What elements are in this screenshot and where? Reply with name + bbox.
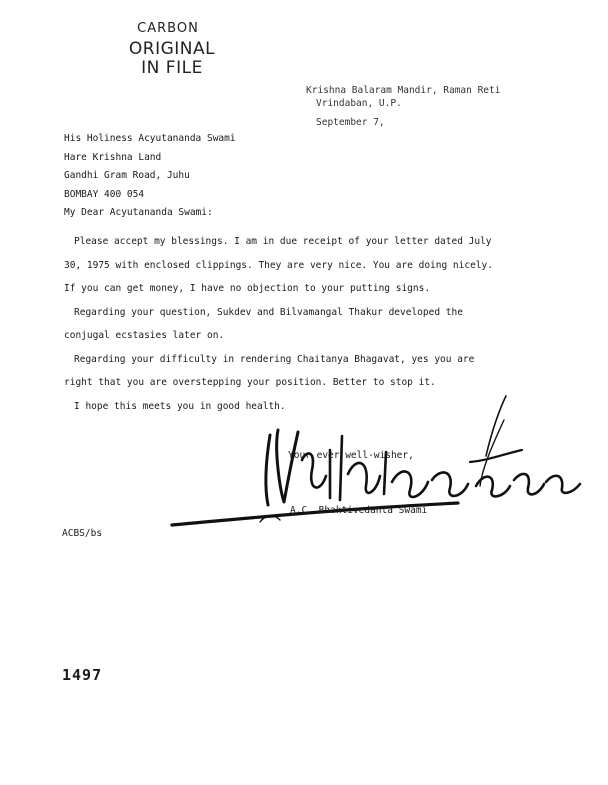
stamp-original: ORIGINAL xyxy=(128,39,216,60)
stamp-carbon: CARBON xyxy=(137,21,199,36)
salutation: My Dear Acyutananda Swami: xyxy=(64,207,213,218)
carbon-stamp xyxy=(112,22,232,78)
sender-line-2: Vrindaban, U.P. xyxy=(316,98,402,109)
body-line-8: I hope this meets you in good health. xyxy=(74,400,286,412)
body-line-1: Please accept my blessings. I am in due receipt of your letter dated July xyxy=(74,236,492,247)
sender-address xyxy=(306,84,576,110)
recipient-line-4: BOMBAY 400 054 xyxy=(64,188,145,200)
signer-name: A.C. Bhaktivedanta Swami xyxy=(290,505,428,516)
body-line-7: right that you are overstepping your position. Better to stop it. xyxy=(64,377,436,388)
sender-line-1: Krishna Balaram Mandir, Raman Reti xyxy=(306,85,501,96)
letter-date: September 7, xyxy=(316,117,385,128)
recipient-line-1: His Holiness Acyutananda Swami xyxy=(64,133,236,144)
recipient-address xyxy=(64,130,324,204)
handwritten-signature xyxy=(170,390,590,540)
recipient-line-3: Gandhi Gram Road, Juhu xyxy=(64,170,190,181)
body-line-5: conjugal ecstasies later on. xyxy=(64,330,225,341)
body-line-6: Regarding your difficulty in rendering Chaitanya Bhagavat, yes you are xyxy=(74,353,475,365)
recipient-line-2: Hare Krishna Land xyxy=(64,151,162,163)
body-line-4: Regarding your question, Sukdev and Bilvamangal Thakur developed the xyxy=(74,306,463,318)
archive-page-number: 1497 xyxy=(62,666,103,684)
body-line-2: 30, 1975 with enclosed clippings. They are very nice. You are doing nicely. xyxy=(64,259,493,271)
closing: Your ever well-wisher, xyxy=(288,450,414,461)
typist-initials: ACBS/bs xyxy=(62,528,103,539)
stamp-in-file: IN FILE xyxy=(141,57,203,78)
body-line-3: If you can get money, I have no objection to your putting signs. xyxy=(64,283,431,294)
